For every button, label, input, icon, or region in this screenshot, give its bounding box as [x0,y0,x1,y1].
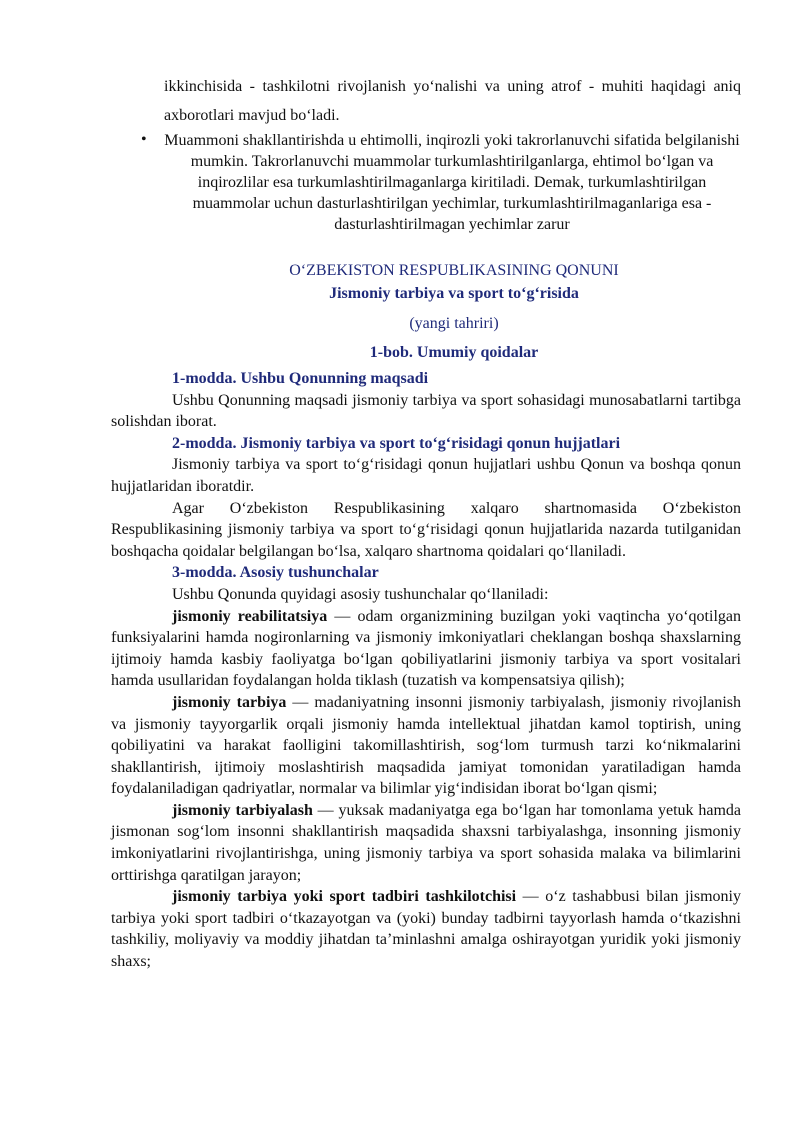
definition-item [111,800,741,886]
law-body [111,368,741,973]
centered-paragraph: Muammoni shakllantirishda u ehtimolli, inqirozli yoki takrorlanuvchi sifatida belgilanishi mumkin. Takrorlanuvchi muammolar turkumlashtirilganlarga, ehtimol boʻlgan va inqirozlilar esa turkumlashtirilmaganlarga kiritiladi. Demak, turkumlashtirilgan muammolar uchun dasturlashtirilgan yechimlar, turkumlashtirilmaganlariga esa - dasturlashtirilmagan yechimlar zarur [164,132,740,233]
definition-term: jismoniy tarbiyalash [172,801,313,819]
edition-note: (yangi tahriri) [409,315,499,332]
law-subtitle: Jismoniy tarbiya va sport toʻgʻrisida [329,285,579,302]
article-paragraph: Ushbu Qonunning maqsadi jismoniy tarbiya va sport sohasidagi munosabatlarni tartibga solishdan iborat. [111,391,741,431]
article-paragraph: Ushbu Qonunda quyidagi asosiy tushunchalar qoʻllaniladi: [172,585,549,603]
definition-term: jismoniy tarbiya yoki sport tadbiri tashkilotchisi [172,888,517,906]
article-heading: 3-modda. Asosiy tushunchalar [172,564,379,582]
intro-paragraph: ikkinchisida - tashkilotni rivojlanish yoʻnalishi va uning atrof - muhiti haqidagi aniq axborotlari mavjud boʻladi. [164,78,741,124]
definition-text: — madaniyatning insonni jismoniy tarbiyalash, jismoniy rivojlanish va jismoniy tayyorgarlik orqali jismoniy hamda intellektual jihatdan kamol toptirish, uning qobiliyatini va harakat faolligini takomillashtirish, sogʻlom turmush tarzi koʻnikmalarini shakllantirish, ijtimoiy moslashtirish maqsadida jamiyat tomonidan yaratiladigan hamda foydalaniladigan qadriyatlar, normalar va bilimlar yigʻindisidan iborat boʻlgan qismi; [111,693,741,798]
definition-term: jismoniy reabilitatsiya [172,607,328,625]
definition-item [111,606,741,692]
article-heading: 2-modda. Jismoniy tarbiya va sport toʻgʻrisidagi qonun hujjatlari [172,434,621,452]
chapter-heading: 1-bob. Umumiy qoidalar [369,344,539,361]
bullet-icon: • [141,131,147,148]
definition-item [111,886,741,972]
definition-text: — yuksak madaniyatga ega boʻlgan har tomonlama yetuk hamda jismonan sogʻlom insonni shakllantirish maqsadida shaxsni tarbiyalashga, insonning jismoniy imkoniyatlarini rivojlantirishga, uning jismoniy tarbiya va sport sohasida malaka va bilimlarini orttirishga qaratilgan jarayon; [111,801,741,884]
definition-item [111,692,741,800]
article-paragraph: Jismoniy tarbiya va sport toʻgʻrisidagi qonun hujjatlari ushbu Qonun va boshqa qonun hujjatlaridan iboratdir. [111,456,741,495]
article-paragraph: Agar Oʻzbekiston Respublikasining xalqaro shartnomasida Oʻzbekiston Respublikasining jismoniy tarbiya va sport toʻgʻrisidagi qonun hujjatlarida nazarda tutilganidan boshqacha qoidalar belgilangan boʻlsa, xalqaro shartnoma qoidalari qoʻllaniladi. [111,499,741,560]
law-title: OʻZBEKISTON RESPUBLIKASINING QONUNI [289,262,619,279]
definition-text: — odam organizmining buzilgan yoki vaqtincha yoʻqotilgan funksiyalarini hamda nogironlarning va jismoniy imkoniyatlari cheklangan boshqa shaxslarning ijtimoiy hamda kasbiy faoliyatga boʻlgan qobiliyatlarini jismoniy tarbiya va sport vositalari hamda usullaridan foydalangan holda tiklash (tuzatish va kompensatsiya qilish); [111,607,741,690]
definition-text: — oʻz tashabbusi bilan jismoniy tarbiya yoki sport tadbiri oʻtkazayotgan va (yoki) bunday tadbirni tayyorlash hamda oʻtkazishni tashkiliy, moliyaviy va moddiy jihatdan taʼminlashni amalga oshirayotgan yuridik yoki jismoniy shaxs; [111,888,741,971]
definition-term: jismoniy tarbiya [172,693,287,711]
article-heading: 1-modda. Ushbu Qonunning maqsadi [172,370,429,387]
